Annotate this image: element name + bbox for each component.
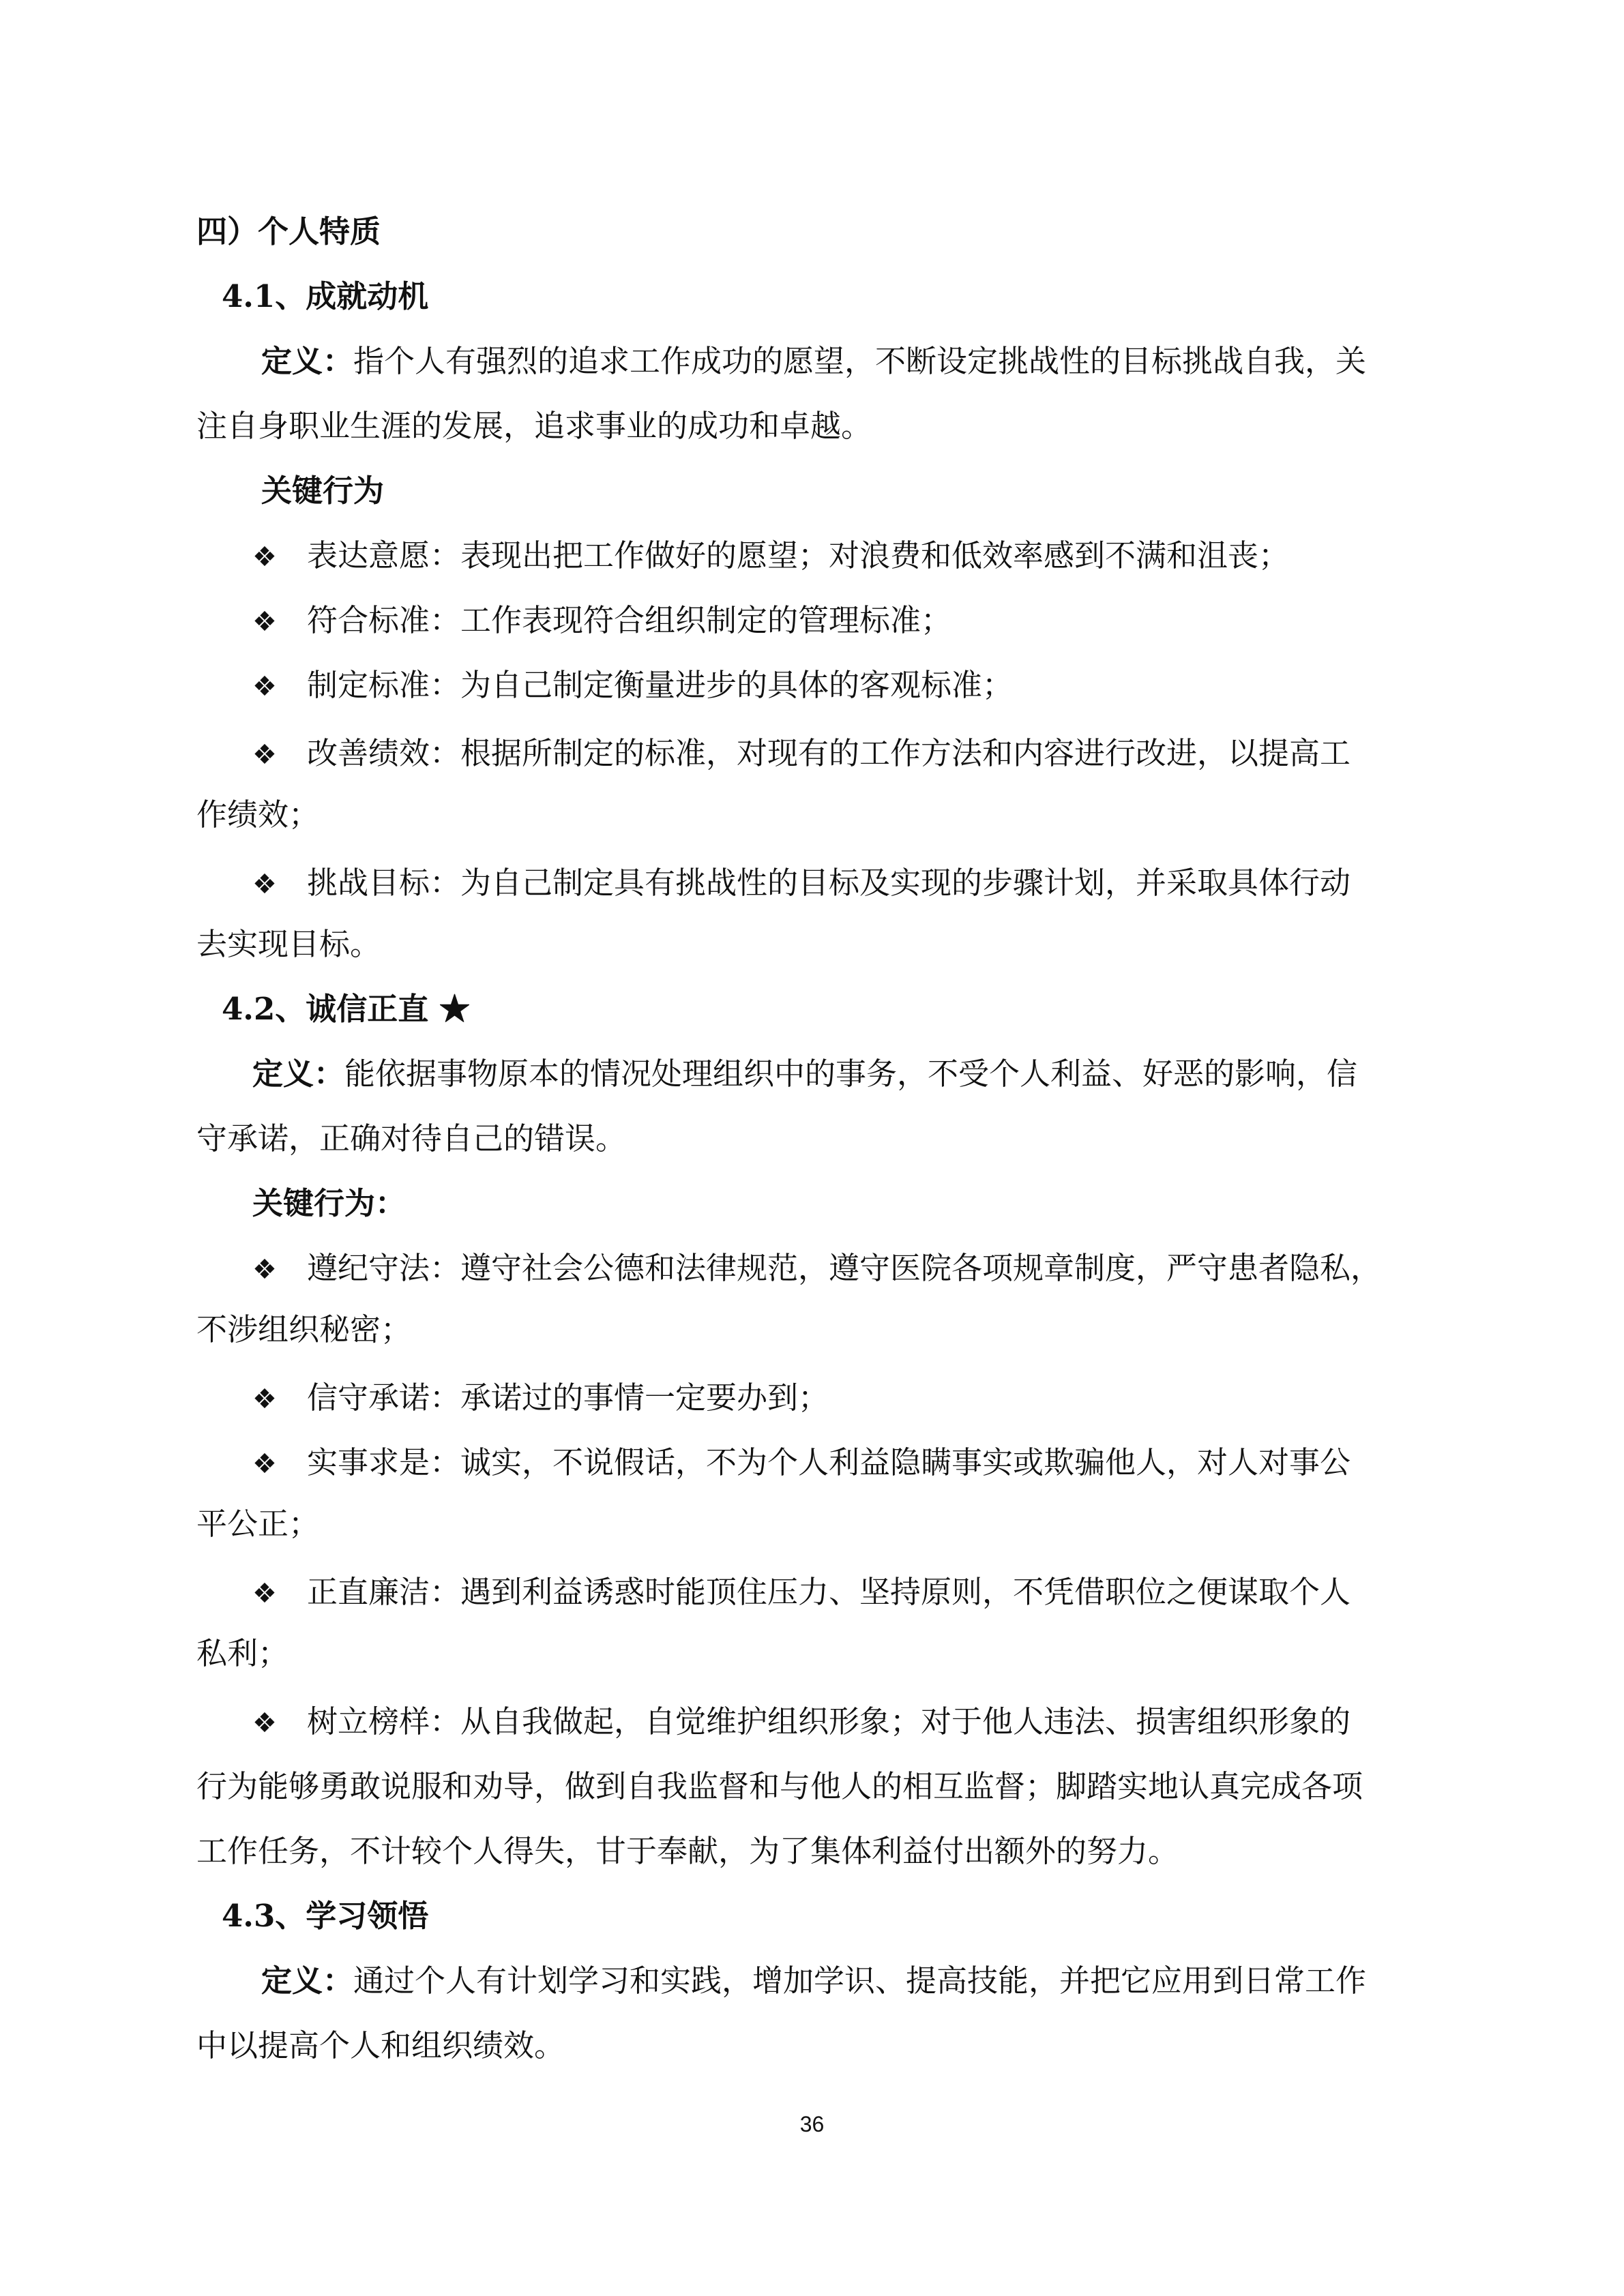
bullet-diamond-icon: ❖ [252,739,277,771]
behavior-text: 改善绩效：根据所制定的标准，对现有的工作方法和内容进行改进，以提高工 [307,735,1351,771]
section-heading: 四）个人特质 [196,213,381,250]
bullet-diamond-icon: ❖ [252,1578,277,1609]
bullet-diamond-icon: ❖ [252,1448,277,1480]
behavior-text: 遵纪守法：遵守社会公德和法律规范，遵守医院各项规章制度，严守患者隐私， [307,1250,1382,1286]
definition-continuation: 中以提高个人和组织绩效。 [196,2027,565,2063]
definition-line [0,1054,1624,1094]
behavior-item [0,600,1624,642]
definition-text: 通过个人有计划学习和实践，增加学识、提高技能，并把它应用到日常工作 [353,1963,1367,1999]
behavior-continuation: 工作任务，不计较个人得失，甘于奉献，为了集体利益付出额外的努力。 [196,1833,1179,1869]
bullet-diamond-icon: ❖ [252,1708,277,1739]
behavior-continuation: 私利； [196,1635,289,1671]
behavior-item [0,1248,1624,1290]
definition-continuation: 注自身职业生涯的发展，追求事业的成功和卓越。 [196,408,872,444]
subsection-heading-4-1: 4.1、成就动机 [222,278,429,314]
subsection-heading-4-3: 4.3、学习领悟 [222,1898,429,1934]
behavior-text: 正直廉洁：遇到利益诱惑时能顶住压力、坚持原则，不凭借职位之便谋取个人 [307,1574,1351,1610]
bullet-diamond-icon: ❖ [252,1384,277,1415]
bullet-diamond-icon: ❖ [252,671,277,702]
definition-label: 定义： [261,343,354,379]
definition-continuation: 守承诺，正确对待自己的错误。 [196,1120,627,1157]
bullet-diamond-icon: ❖ [252,541,277,573]
behavior-item [0,1442,1624,1485]
bullet-diamond-icon: ❖ [252,869,277,900]
behavior-text: 挑战目标：为自己制定具有挑战性的目标及实现的步骤计划，并采取具体行动 [307,865,1351,901]
definition-label: 定义： [252,1056,345,1092]
behavior-item [0,1572,1624,1614]
behavior-continuation: 不涉组织秘密； [196,1311,412,1347]
behavior-continuation: 行为能够勇敢说服和劝导，做到自我监督和与他人的相互监督；脚踏实地认真完成各项 [196,1768,1363,1804]
behavior-text: 树立榜样：从自我做起，自觉维护组织形象；对于他人违法、损害组织形象的 [307,1703,1351,1740]
behavior-item [0,863,1624,905]
behavior-item [0,1377,1624,1420]
subsection-heading-4-2: 4.2、诚信正直 ★ [222,991,470,1027]
page-number: 36 [799,2112,825,2136]
behavior-continuation: 平公正； [196,1506,320,1542]
behavior-item [0,535,1624,578]
definition-line [0,341,1624,382]
bullet-diamond-icon: ❖ [252,606,277,638]
behavior-continuation: 作绩效； [196,796,320,833]
behavior-text: 制定标准：为自己制定衡量进步的具体的客观标准； [307,667,1014,703]
definition-text: 能依据事物原本的情况处理组织中的事务，不受个人利益、好恶的影响，信 [344,1056,1358,1092]
definition-text: 指个人有强烈的追求工作成功的愿望，不断设定挑战性的目标挑战自我，关 [353,343,1367,379]
definition-line [0,1960,1624,2001]
key-behaviors-label: 关键行为： [252,1185,407,1221]
behavior-continuation: 去实现目标。 [196,926,381,962]
behavior-text: 符合标准：工作表现符合组织制定的管理标准； [307,602,952,638]
behavior-text: 信守承诺：承诺过的事情一定要办到； [307,1380,829,1416]
definition-label: 定义： [261,1963,354,1999]
key-behaviors-label: 关键行为 [261,473,385,509]
bullet-diamond-icon: ❖ [252,1254,277,1285]
behavior-item [0,665,1624,707]
behavior-text: 实事求是：诚实，不说假话，不为个人利益隐瞒事实或欺骗他人，对人对事公 [307,1444,1351,1480]
behavior-item [0,733,1624,775]
behavior-text: 表达意愿：表现出把工作做好的愿望；对浪费和低效率感到不满和沮丧； [307,537,1290,573]
behavior-item [0,1701,1624,1744]
